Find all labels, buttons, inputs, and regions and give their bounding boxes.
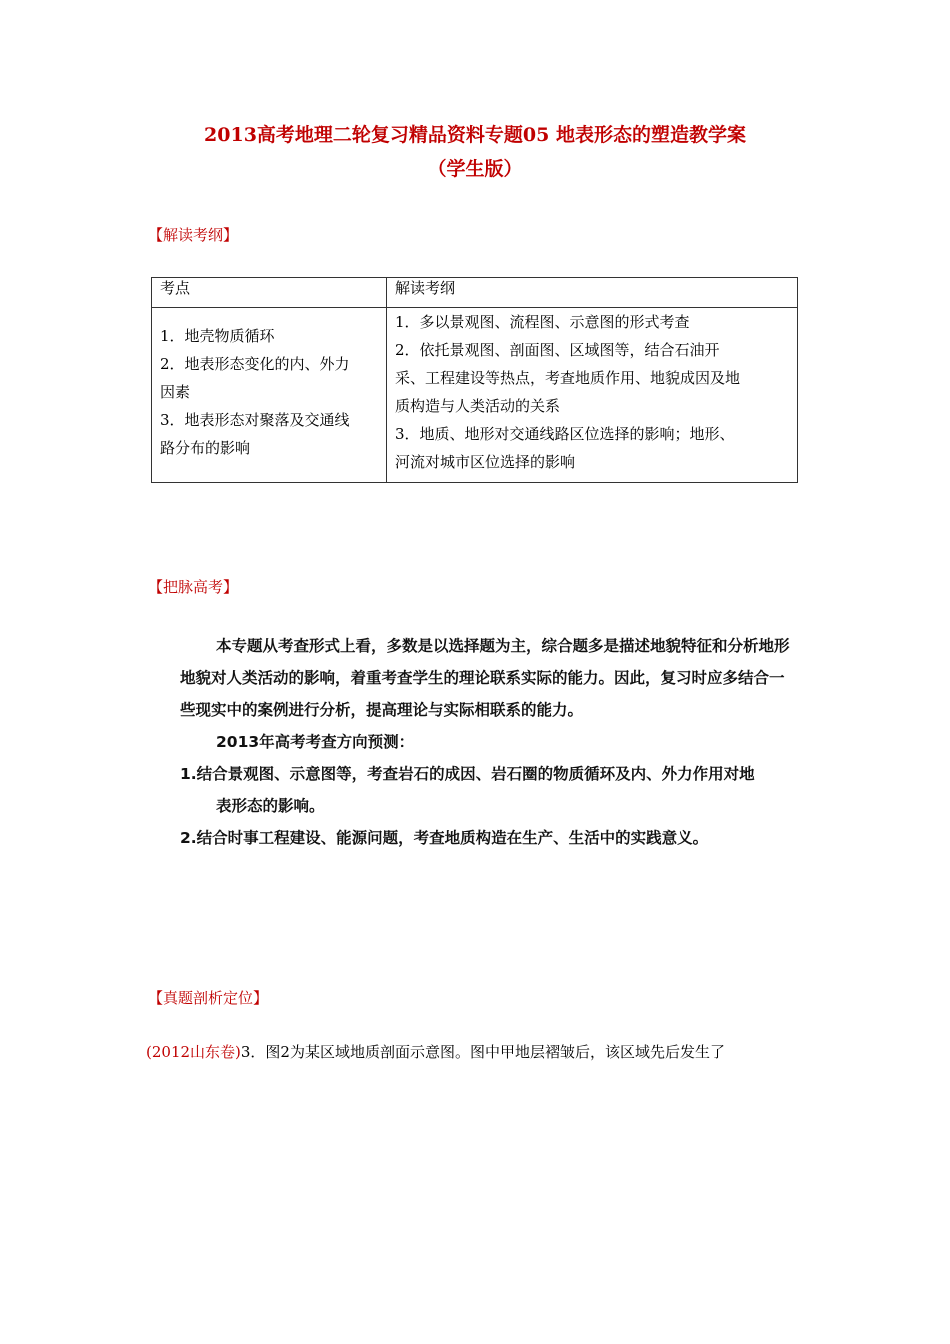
outline-table — [151, 277, 798, 483]
table-header-cell-points: 考点 — [152, 278, 387, 308]
table-header-cell-outline: 解读考纲 — [387, 278, 798, 308]
table-row — [152, 308, 798, 483]
point-item: 1．地壳物质循环 — [160, 327, 275, 345]
outline-item: 质构造与人类活动的关系 — [395, 397, 561, 415]
section-label-outline: 【解读考纲】 — [148, 226, 239, 244]
outline-item: 1．多以景观图、流程图、示意图的形式考查 — [395, 313, 690, 331]
question-source: (2012山东卷) — [146, 1043, 241, 1061]
outline-item: 河流对城市区位选择的影响 — [395, 453, 576, 471]
point-item: 因素 — [160, 383, 191, 401]
forecast-item-1-cont: 表形态的影响。 — [216, 797, 325, 815]
section-label-real: 【真题剖析定位】 — [148, 989, 269, 1007]
point-item: 路分布的影响 — [160, 439, 251, 457]
table-header-row — [152, 278, 798, 308]
pulse-paragraph-line: 些现实中的案例进行分析，提高理论与实际相联系的能力。 — [180, 701, 584, 719]
pulse-paragraph-line: 本专题从考查形式上看，多数是以选择题为主，综合题多是描述地貌特征和分析地形 — [216, 637, 790, 655]
forecast-item-2: 2.结合时事工程建设、能源问题，考查地质构造在生产、生活中的实践意义。 — [180, 829, 709, 847]
pulse-paragraph-line: 地貌对人类活动的影响，着重考查学生的理论联系实际的能力。因此，复习时应多结合一 — [180, 669, 785, 687]
pulse-block — [180, 630, 850, 854]
forecast-item-1: 1.结合景观图、示意图等，考查岩石的成因、岩石圈的物质循环及内、外力作用对地 — [180, 765, 755, 783]
outline-item: 2．依托景观图、剖面图、区域图等，结合石油开 — [395, 341, 720, 359]
outline-item: 3．地质、地形对交通线路区位选择的影响；地形、 — [395, 425, 735, 443]
section-label-pulse: 【把脉高考】 — [148, 578, 239, 596]
question-line — [146, 1040, 725, 1064]
point-item: 3．地表形态对聚落及交通线 — [160, 411, 350, 429]
question-text: 3．图2为某区域地质剖面示意图。图中甲地层褶皱后，该区域先后发生了 — [240, 1043, 725, 1061]
point-item: 2．地表形态变化的内、外力 — [160, 355, 350, 373]
document-title-line2: （学生版） — [427, 158, 523, 180]
document-title-line1: 2013高考地理二轮复习精品资料专题05 地表形态的塑造教学案 — [204, 124, 746, 146]
table-cell-points — [152, 308, 387, 483]
outline-item: 采、工程建设等热点，考查地质作用、地貌成因及地 — [395, 369, 741, 387]
table-cell-outline — [387, 308, 798, 483]
forecast-title: 2013年高考考查方向预测： — [216, 733, 415, 751]
